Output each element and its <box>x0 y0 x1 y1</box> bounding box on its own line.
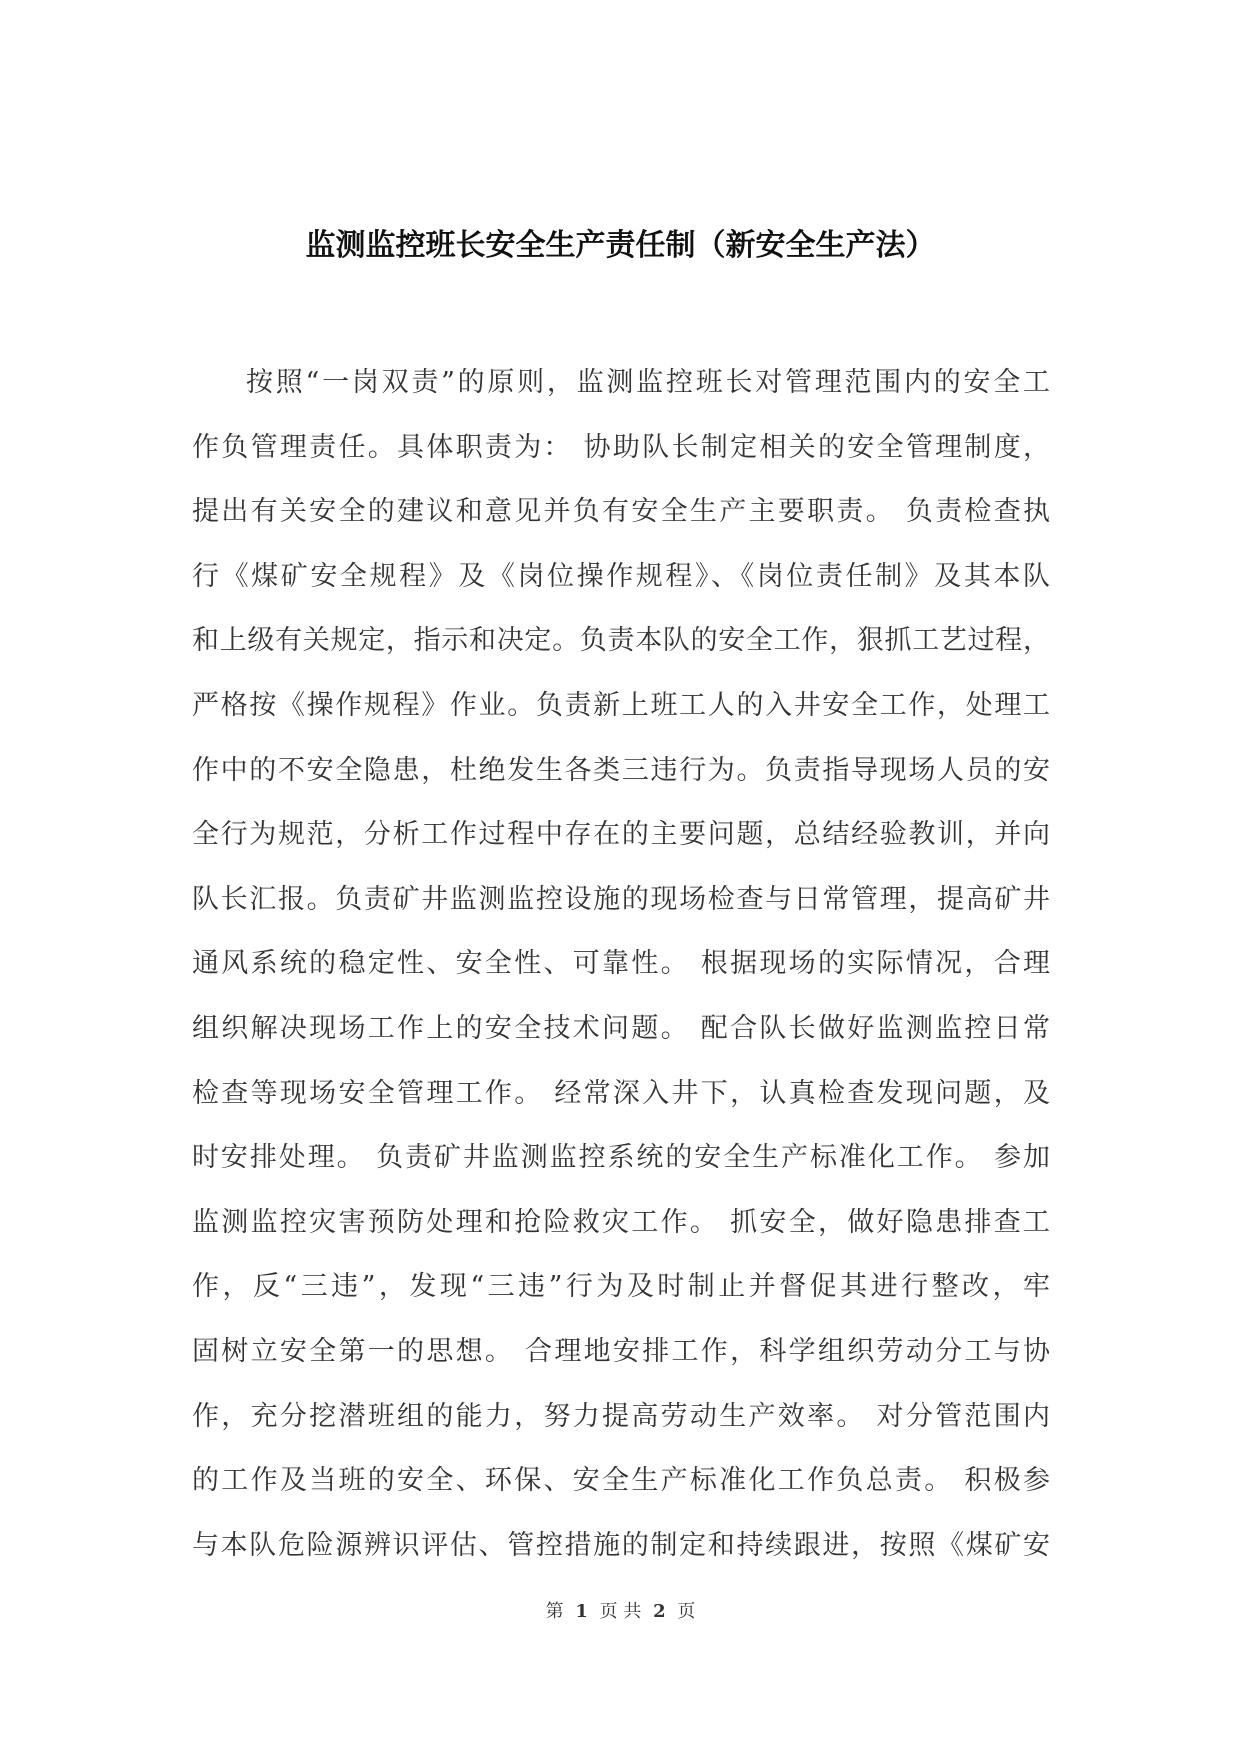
body-line: 队长汇报。负责矿井监测监控设施的现场检查与日常管理，提高矿井 <box>192 883 1050 915</box>
body-line: 与本队危险源辨识评估、管控措施的制定和持续跟进，按照《煤矿安 <box>192 1529 1050 1561</box>
body-line: 组织解决现场工作上的安全技术问题。 配合队长做好监测监控日常 <box>192 1012 1050 1044</box>
total-page-count: 2 <box>653 1601 666 1622</box>
footer-prefix: 第 <box>545 1601 564 1622</box>
body-line: 作，反“三违”，发现“三违”行为及时制止并督促其进行整改，牢 <box>192 1271 1050 1303</box>
footer-middle: 页 共 <box>599 1601 642 1622</box>
body-line: 和上级有关规定，指示和决定。负责本队的安全工作，狠抓工艺过程， <box>192 625 1050 657</box>
footer-suffix: 页 <box>677 1601 696 1622</box>
body-line: 作负管理责任。具体职责为： 协助队长制定相关的安全管理制度， <box>192 431 1050 463</box>
body-line: 按照“一岗双责”的原则，监测监控班长对管理范围内的安全工 <box>246 367 1050 398</box>
body-line: 检查等现场安全管理工作。 经常深入井下，认真检查发现问题，及 <box>192 1077 1050 1109</box>
document-body <box>192 351 1050 1578</box>
current-page-number: 1 <box>575 1601 588 1622</box>
body-line: 行《煤矿安全规程》及《岗位操作规程》、《岗位责任制》及其本队 <box>192 560 1050 592</box>
body-line: 监测监控灾害预防处理和抢险救灾工作。 抓安全，做好隐患排查工 <box>192 1206 1050 1238</box>
body-line: 固树立安全第一的思想。 合理地安排工作，科学组织劳动分工与协 <box>192 1335 1050 1367</box>
body-line: 严格按《操作规程》作业。负责新上班工人的入井安全工作，处理工 <box>192 689 1050 721</box>
page-number-footer <box>0 1600 1241 1624</box>
body-line: 作，充分挖潜班组的能力，努力提高劳动生产效率。 对分管范围内 <box>192 1400 1050 1432</box>
body-line: 通风系统的稳定性、安全性、可靠性。 根据现场的实际情况，合理 <box>192 948 1050 980</box>
document-title: 监测监控班长安全生产责任制（新安全生产法） <box>305 228 936 263</box>
body-line: 的工作及当班的安全、环保、安全生产标准化工作负总责。 积极参 <box>192 1465 1050 1497</box>
body-line: 作中的不安全隐患，杜绝发生各类三违行为。负责指导现场人员的安 <box>192 754 1050 786</box>
body-line: 全行为规范，分析工作过程中存在的主要问题，总结经验教训，并向 <box>192 819 1050 851</box>
body-line: 提出有关安全的建议和意见并负有安全生产主要职责。 负责检查执 <box>192 496 1050 528</box>
body-line: 时安排处理。 负责矿井监测监控系统的安全生产标准化工作。 参加 <box>192 1142 1050 1174</box>
